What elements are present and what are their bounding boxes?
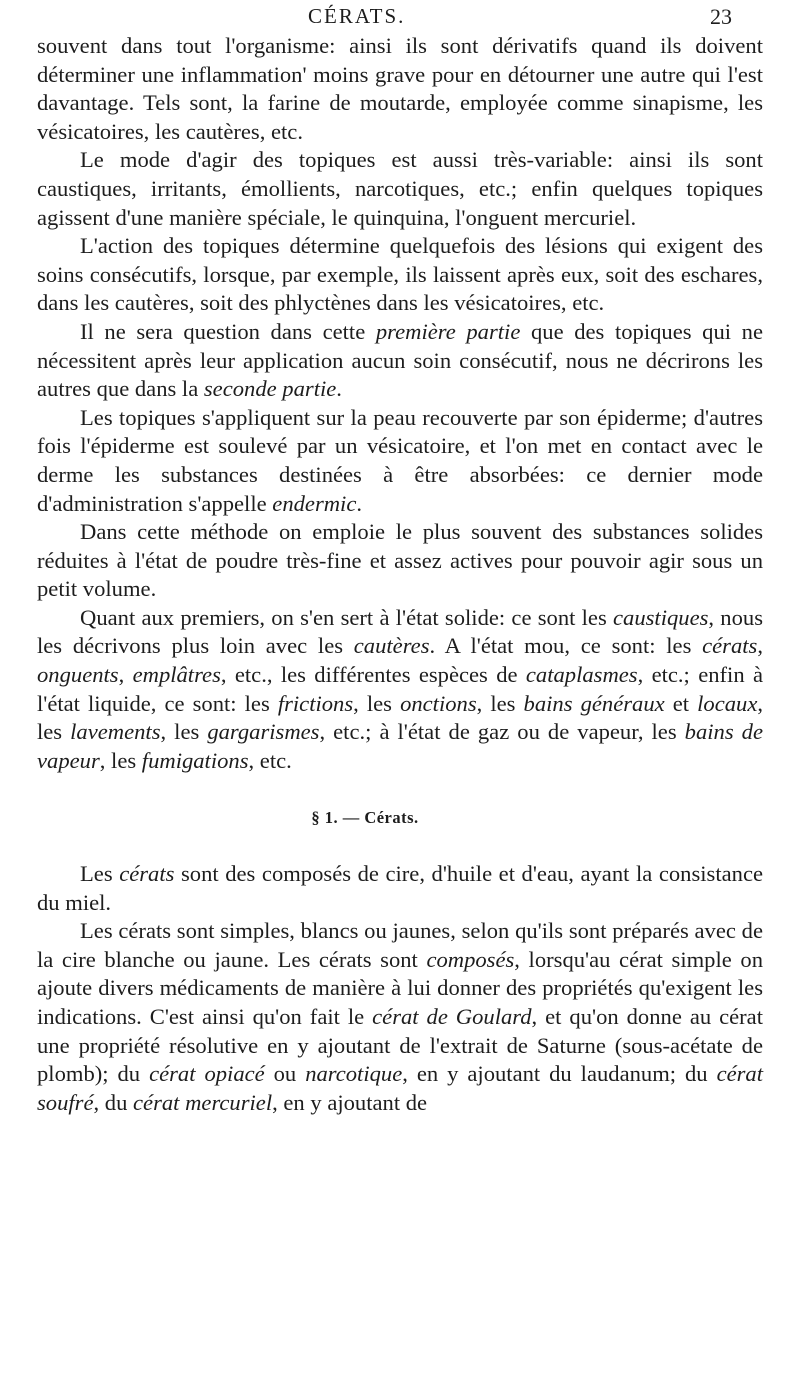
p7-italic-12: gargarismes (207, 719, 320, 745)
p5-text-2: . (356, 490, 363, 516)
p7-text-15: , etc. (248, 747, 292, 773)
p7-italic-9: bains généraux (523, 690, 665, 716)
p7-italic-14: fumigations (141, 747, 249, 773)
p7-italic-6: cataplasmes (525, 662, 638, 688)
p7-text-11: , les (37, 690, 764, 745)
p7-text-1: Quant aux premiers, on s'en sert à l'état solide: ce sont les (80, 604, 614, 630)
p7-italic-2: cautères (353, 633, 430, 659)
p4-italic-1: première partie (375, 318, 521, 344)
p7-italic-1: caustiques (613, 604, 709, 630)
p7-italic-11: lavements (70, 719, 161, 745)
p7-text-9: , les (476, 690, 524, 716)
paragraph-6: Dans cette méthode on emploie le plus souvent des substances solides réduites à l'état de poudre très-fine et assez actives pour pouvoir agir sous un petit volume. (37, 519, 763, 602)
paragraph-3: L'action des topiques détermine quelquefois des lésions qui exigent des soins consécutifs, lorsque, par exemple, ils laissent après eux, soit des eschares, dans les cautères, soit des phlyctènes dans les vésicatoires, etc. (37, 233, 763, 316)
p9-italic-5: cérat soufré (37, 1061, 764, 1115)
p7-italic-5: emplâtres (132, 662, 221, 688)
p4-italic-2: seconde partie (203, 376, 337, 402)
p7-text-13: , etc.; à l'état de gaz ou de vapeur, les (319, 719, 685, 745)
paragraph-8 (37, 860, 763, 917)
p7-italic-10: locaux (697, 690, 758, 716)
p9-text-7: , en y ajoutant de (272, 1089, 428, 1115)
p7-text-8: , les (353, 690, 401, 716)
page-number: 23 (710, 4, 732, 29)
p7-text-12: , les (160, 719, 208, 745)
p9-italic-4: narcotique (305, 1061, 403, 1087)
p7-italic-13: bains de vapeur (37, 719, 763, 773)
p7-text-14: , les (99, 747, 142, 773)
p9-text-3: , et qu'on donne au cérat une propriété résolutive en y ajoutant de l'extrait de Saturne (sous-acétate de plomb); du (37, 1004, 763, 1087)
p9-text-2: , lorsqu'au cérat simple on ajoute divers médicaments de manière à lui donner des propriétés qu'exigent les indications. C'est ainsi qu'on fait le (37, 946, 763, 1029)
p9-italic-2: cérat de Goulard (372, 1004, 532, 1029)
p8-italic-1: cérats (119, 861, 175, 887)
paragraph-2: Le mode d'agir des topiques est aussi très-variable: ainsi ils sont caustiques, irritants, émollients, narcotiques, etc.; enfin quelques topiques agissent d'une manière spéciale, le quinquina, l'onguent mercuriel. (37, 147, 763, 230)
p7-text-10: et (664, 690, 698, 716)
p7-text-5: , (118, 662, 133, 688)
paragraph-5 (37, 404, 763, 518)
p7-italic-7: frictions (277, 690, 354, 716)
p7-text-6: , etc., les différentes espèces de (220, 662, 526, 688)
p7-text-7: , etc.; enfin à l'état liquide, ce sont: les (37, 662, 763, 716)
running-title: CÉRATS. (308, 4, 406, 28)
section-heading: § 1. — Cérats. (311, 808, 419, 828)
p8-text-2: sont des composés de cire, d'huile et d'eau, ayant la consistance du miel. (37, 861, 763, 915)
running-head (0, 4, 800, 34)
p7-text-3: . A l'état mou, ce sont: les (429, 633, 703, 659)
p5-italic-1: endermic (272, 490, 357, 516)
p7-italic-8: onctions (400, 690, 477, 716)
p9-italic-6: cérat mercuriel (133, 1089, 273, 1115)
paragraph-4 (37, 318, 763, 404)
paragraph-7 (37, 604, 763, 776)
p4-text-2: que des topiques qui ne nécessitent après leur application aucun soin consécutif, nous ne décrirons les autres que dans la (37, 318, 763, 402)
p9-italic-3: cérat opiacé (149, 1061, 265, 1087)
p9-text-6: , du (93, 1089, 134, 1115)
p8-text-1: Les (80, 861, 120, 887)
p9-text-4: ou (264, 1061, 306, 1087)
p5-text-1: Les topiques s'appliquent sur la peau recouverte par son épiderme; d'autres fois l'épiderme est soulevé par un vésicatoire, et l'on met en contact avec le derme les substances destinées à être absorbées: ce dernier mode d'administration s'appelle (37, 404, 763, 516)
p4-text-1: Il ne sera question dans cette (80, 318, 376, 344)
p9-text-5: , en y ajoutant du laudanum; du (402, 1061, 717, 1087)
p9-text-1: Les cérats sont simples, blancs ou jaunes, selon qu'ils sont préparés avec de la cire blanche ou jaune. Les cérats sont (37, 918, 763, 972)
p9-italic-1: composés (426, 946, 515, 972)
p7-text-2: , nous les décrivons plus loin avec les (37, 604, 763, 659)
body-text (37, 32, 763, 1117)
paragraph-1: souvent dans tout l'organisme: ainsi ils sont dérivatifs quand ils doivent déterminer une inflammation' moins grave pour en détourner une autre qui l'est davantage. Tels sont, la farine de moutarde, employée comme sinapisme, les vésicatoires, les cautères, etc. (37, 33, 763, 144)
p7-italic-4: onguents (37, 662, 119, 688)
p7-italic-3: cérats (702, 633, 758, 659)
paragraph-9 (37, 917, 763, 1117)
p7-text-4: , (757, 633, 763, 659)
p4-text-3: . (336, 376, 342, 402)
